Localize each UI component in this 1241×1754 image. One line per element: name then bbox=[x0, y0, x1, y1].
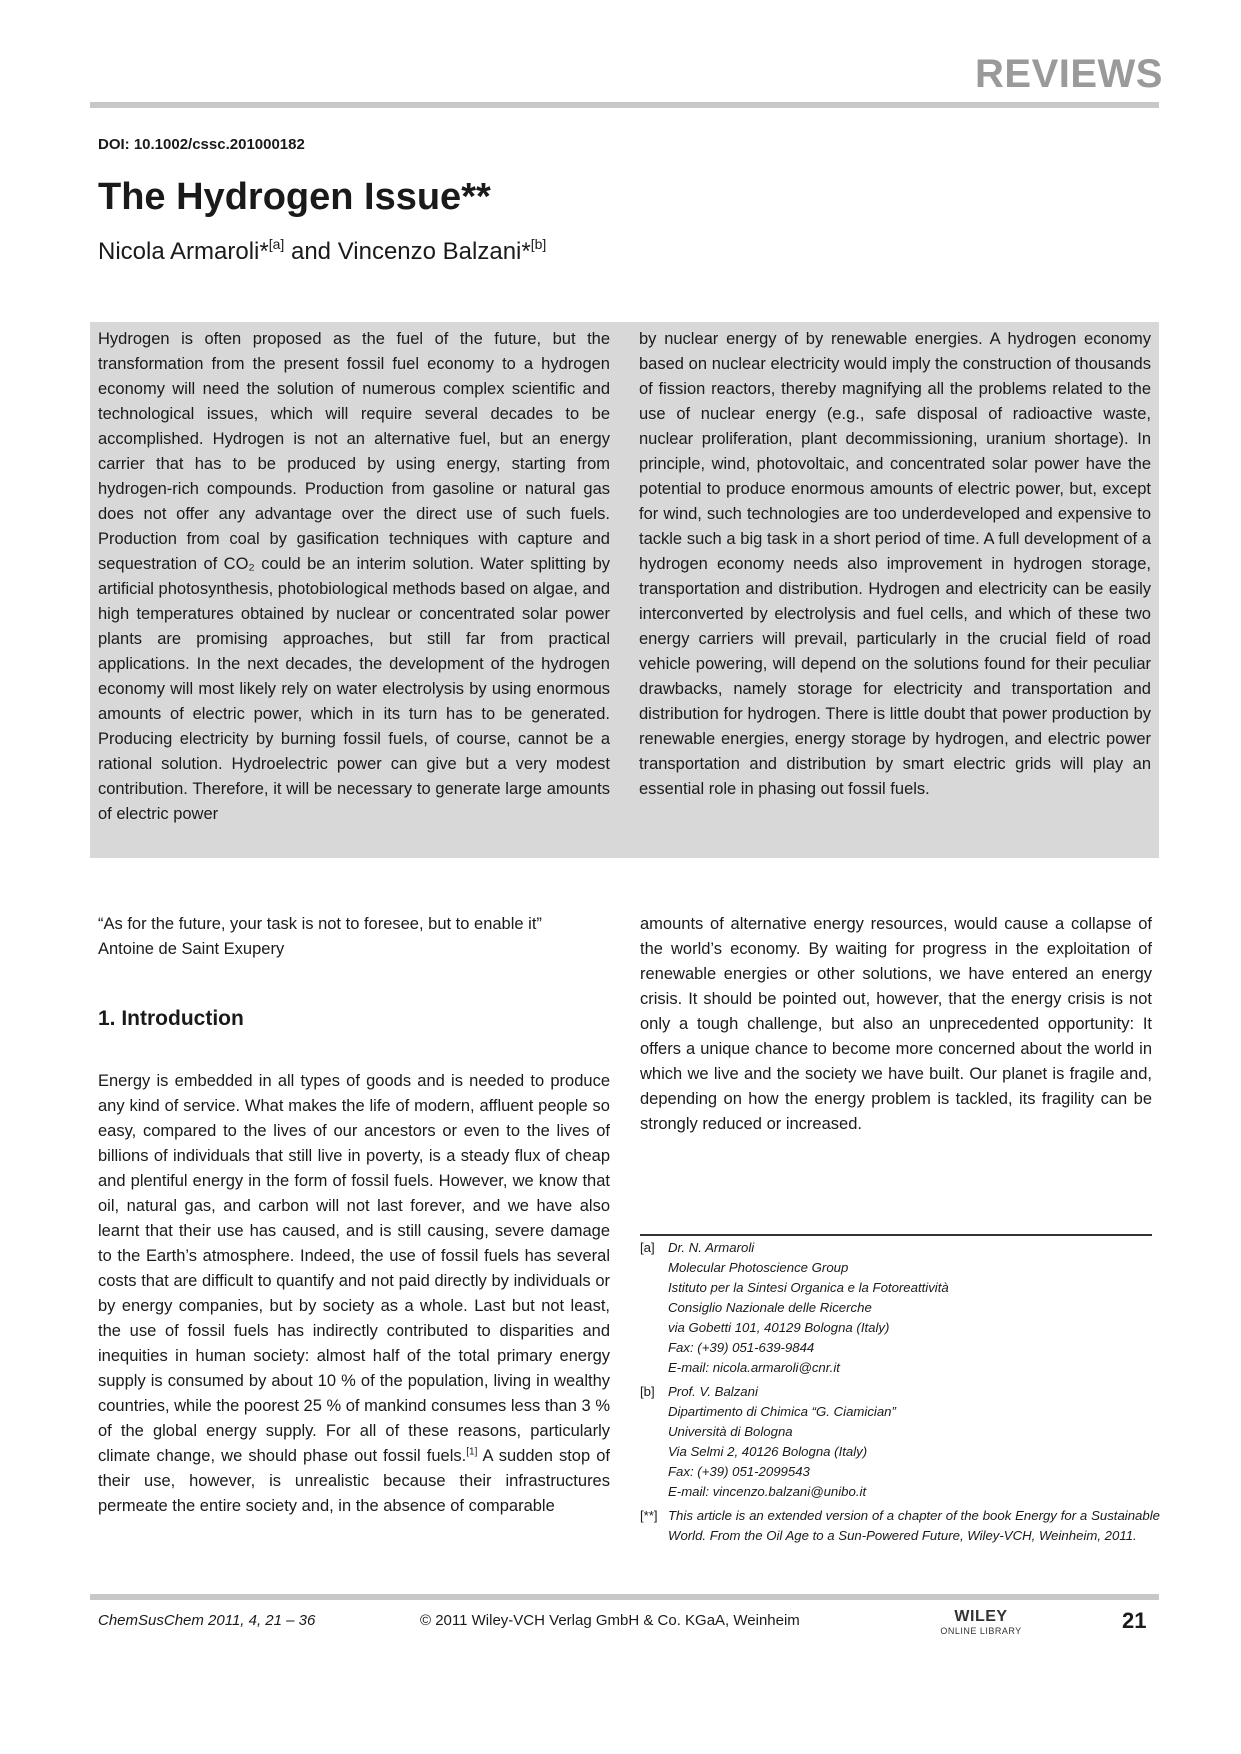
affiliation-email[interactable]: E-mail: nicola.armaroli@cnr.it bbox=[668, 1360, 840, 1375]
affiliation-line: Fax: (+39) 051-639-9844 bbox=[668, 1340, 815, 1355]
intro-text-a: Energy is embedded in all types of goods and is needed to produce any kind of service. What makes the life of modern, affluent people so easy, compared to the lives of our ancestors or even to the lives of billions of individuals that still live in poverty, is a steady flux of cheap and plentiful energy in the form of fossil fuels. However, we know that oil, natural gas, and carbon will not last forever, and we have also learnt that their use has caused, and is still causing, severe damage to the Earth’s atmosphere. Indeed, the use of fossil fuels has several costs that are difficult to quantify and not paid directly by individuals or by energy companies, but by society as a whole. Last but not least, the use of fossil fuels has indirectly contributed to disparities and inequities in human society: almost half of the total primary energy supply is consumed by about 10 % of the population, living in wealthy countries, while the poorest 25 % of mankind consumes less than 3 % of the global energy supply. For all of these reasons, particularly climate change, we should phase out fossil fuels. bbox=[98, 1072, 610, 1465]
article-title: The Hydrogen Issue** bbox=[98, 176, 491, 218]
section-heading-introduction: 1. Introduction bbox=[98, 1007, 244, 1030]
body-left-column bbox=[98, 912, 610, 1519]
affiliation-line: Università di Bologna bbox=[668, 1424, 793, 1439]
authors-and: and bbox=[284, 238, 338, 265]
abstract-col-1: Hydrogen is often proposed as the fuel of the future, but the transformation from the present fossil fuel economy to a hydrogen economy will need the solution of numerous complex scientific and technological issues, which will require several decades to be accomplished. Hydrogen is not an alternative fuel, but an energy carrier that has to be produced by using energy, starting from hydrogen-rich compounds. Production from gasoline or natural gas does not offer any advantage over the direct use of such fuels. Production from coal by gasification techniques with capture and sequestration of CO₂ could be an interim solution. Water splitting by artificial photosynthesis, photobiological methods based on algae, and high temperatures obtained by nuclear or concentrated solar power plants are promising approaches, but still far from practical applications. In the next decades, the development of the hydrogen economy will most likely rely on water electrolysis by using enormous amounts of electric power, which in its turn has to be generated. Producing electricity by burning fossil fuels, of course, cannot be a rational solution. Hydroelectric power can give but a very modest contribution. Therefore, it will be necessary to generate large amounts of electric power bbox=[98, 330, 610, 823]
doi: DOI: 10.1002/cssc.201000182 bbox=[98, 136, 305, 153]
body-right-column bbox=[640, 912, 1152, 1137]
affiliation-line: Via Selmi 2, 40126 Bologna (Italy) bbox=[668, 1444, 868, 1459]
affiliation-line: Molecular Photoscience Group bbox=[668, 1260, 849, 1275]
wiley-logo[interactable] bbox=[926, 1608, 1036, 1636]
abstract-box bbox=[90, 322, 1159, 858]
affiliation-line: Dipartimento di Chimica “G. Ciamician” bbox=[668, 1404, 896, 1419]
affiliation-tag: [b] bbox=[640, 1384, 655, 1399]
top-rule bbox=[90, 102, 1159, 108]
abstract-col-2: by nuclear energy of by renewable energies. A hydrogen economy based on nuclear electricity would imply the construction of thousands of fission reactors, thereby magnifying all the problems related to the use of nuclear energy (e.g., safe disposal of radioactive waste, nuclear proliferation, plant decommissioning, uranium shortage). In principle, wind, photovoltaic, and concentrated solar power have the potential to produce enormous amounts of electric power, but, except for wind, such technologies are too underdeveloped and expensive to tackle such a big task in a short period of time. A full development of a hydrogen economy needs also improvement in hydrogen storage, transportation and distribution. Hydrogen and electricity can be easily interconverted by electrolysis and fuel cells, and which of these two energy carriers will prevail, particularly in the crucial field of road vehicle powering, will depend on the solutions found for their peculiar drawbacks, namely storage for electricity and transportation and distribution for hydrogen. There is little doubt that power production by renewable energies, energy storage by hydrogen, and electric power transportation and distribution by smart electric grids will play an essential role in phasing out fossil fuels. bbox=[639, 330, 1151, 798]
affiliation-tag: [a] bbox=[640, 1240, 655, 1255]
author-1: Nicola Armaroli* bbox=[98, 238, 269, 265]
page-number: 21 bbox=[1122, 1608, 1147, 1633]
affiliation-line: Prof. V. Balzani bbox=[668, 1384, 758, 1399]
wiley-logo-text: WILEY bbox=[954, 1608, 1008, 1625]
intro-paragraph bbox=[98, 1069, 610, 1519]
affiliation-a bbox=[640, 1238, 1160, 1378]
affiliation-line: via Gobetti 101, 40129 Bologna (Italy) bbox=[668, 1320, 890, 1335]
affiliation-b bbox=[640, 1382, 1160, 1502]
affiliation-line: Istituto per la Sintesi Organica e la Fotoreattività bbox=[668, 1280, 949, 1295]
author-2: Vincenzo Balzani* bbox=[337, 238, 531, 265]
affiliation-line: Dr. N. Armaroli bbox=[668, 1240, 755, 1255]
bottom-rule bbox=[90, 1594, 1159, 1600]
note-tag: [**] bbox=[640, 1508, 658, 1523]
affiliation-rule bbox=[640, 1234, 1152, 1236]
affiliation-line: Fax: (+39) 051-2099543 bbox=[668, 1464, 810, 1479]
epigraph-author: Antoine de Saint Exupery bbox=[98, 940, 285, 958]
wiley-logo-subtext: ONLINE LIBRARY bbox=[940, 1626, 1022, 1636]
right-paragraph: amounts of alternative energy resources, would cause a collapse of the world’s economy. By waiting for progress in the exploitation of renewable energies or other solutions, we have entered an energy crisis. It should be pointed out, however, that the energy crisis is not only a tough challenge, but also an unprecedented opportunity: It offers a unique chance to become more concerned about the world in which we live and the society we have built. Our planet is fragile and, depending on how the energy problem is tackled, its fragility can be strongly reduced or increased. bbox=[640, 915, 1152, 1133]
intro-text-b: A sudden stop of their use, however, is unrealistic because their infrastructures permeate the entire society and, in the absence of comparable bbox=[98, 1447, 610, 1515]
author-2-affil: [b] bbox=[530, 236, 547, 252]
affiliation-line: Consiglio Nazionale delle Ricerche bbox=[668, 1300, 872, 1315]
author-1-affil: [a] bbox=[268, 236, 285, 252]
reference-1[interactable]: [1] bbox=[466, 1446, 478, 1458]
authors bbox=[98, 238, 546, 266]
section-label: REVIEWS bbox=[975, 52, 1163, 96]
footer-journal: ChemSusChem 2011, 4, 21 – 36 bbox=[98, 1612, 316, 1629]
affiliations bbox=[640, 1238, 1160, 1550]
affiliation-email[interactable]: E-mail: vincenzo.balzani@unibo.it bbox=[668, 1484, 867, 1499]
article-note bbox=[640, 1506, 1160, 1546]
note-text: This article is an extended version of a chapter of the book Energy for a Sustainable World. From the Oil Age to a Sun-Powered Future, Wiley-VCH, Weinheim, 2011. bbox=[668, 1508, 1160, 1543]
epigraph-quote: “As for the future, your task is not to foresee, but to enable it” bbox=[98, 915, 542, 933]
footer-copyright: © 2011 Wiley-VCH Verlag GmbH & Co. KGaA, Weinheim bbox=[420, 1612, 800, 1629]
